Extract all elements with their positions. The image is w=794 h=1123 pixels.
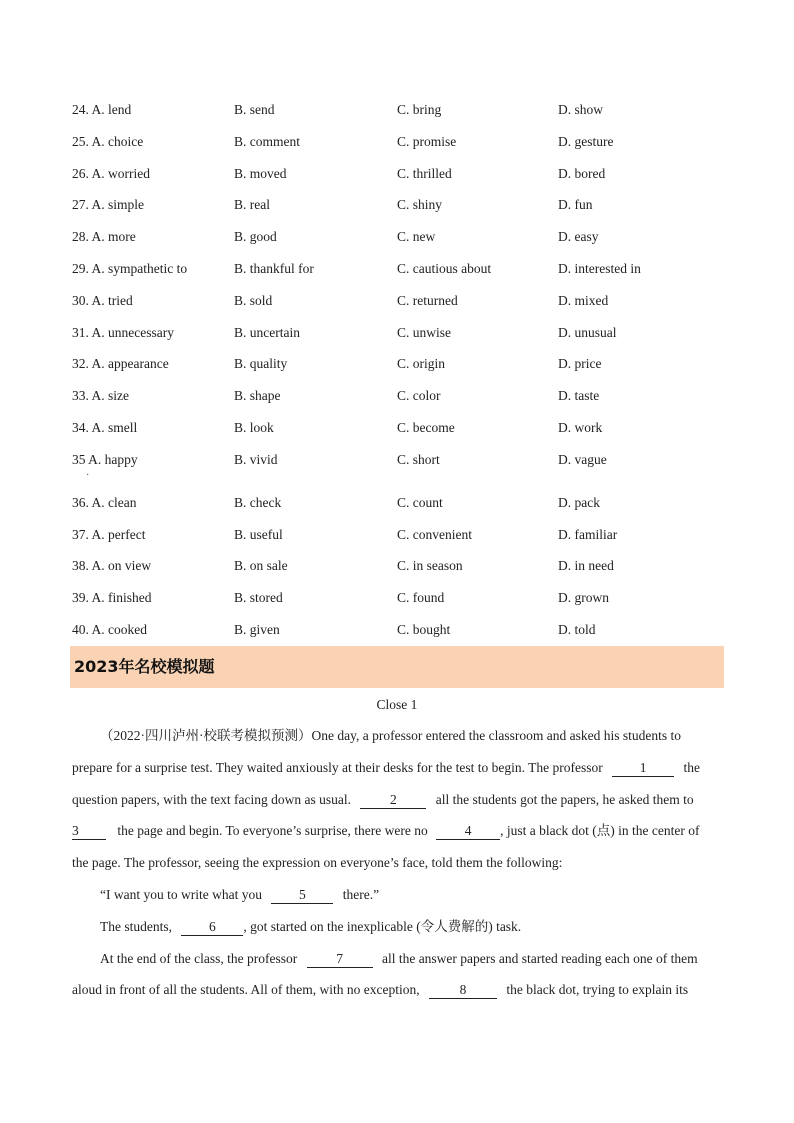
option-b: B. vivid — [234, 451, 278, 467]
passage-line — [72, 724, 722, 756]
option-b: B. shape — [234, 388, 281, 404]
option-row — [72, 556, 722, 588]
section-header-bar — [70, 646, 724, 688]
option-b: B. sold — [234, 292, 273, 308]
option-c: C. returned — [397, 292, 458, 308]
option-a: 28. A. more — [72, 229, 136, 245]
option-a: 29. A. sympathetic to — [72, 260, 188, 276]
option-b: B. good — [234, 229, 277, 245]
option-row — [72, 354, 722, 386]
option-c: C. in season — [397, 558, 463, 574]
option-c: C. cautious about — [397, 260, 492, 276]
option-a: 25. A. choice — [72, 133, 144, 149]
blank-8[interactable]: 8 — [429, 982, 497, 999]
option-d: D. price — [558, 356, 602, 372]
option-c: C. become — [397, 419, 455, 435]
passage-line — [72, 947, 722, 979]
blank-4[interactable]: 4 — [436, 823, 500, 840]
option-a: 32. A. appearance — [72, 356, 169, 372]
blank-1[interactable]: 1 — [612, 760, 674, 777]
passage-line — [72, 756, 722, 788]
passage-text: question papers, with the text facing down as usual. — [72, 791, 351, 807]
option-b: B. quality — [234, 356, 288, 372]
option-d: D. fun — [558, 197, 593, 213]
option-d: D. vague — [558, 451, 607, 467]
option-b: B. comment — [234, 133, 300, 149]
option-row — [72, 164, 722, 196]
passage-text: the — [683, 759, 700, 775]
option-b: B. stored — [234, 590, 283, 606]
passage-text: there.” — [342, 886, 380, 902]
option-d: D. work — [558, 419, 603, 435]
passage-text: “I want you to write what you — [100, 886, 262, 902]
option-a: 30. A. tried — [72, 292, 133, 308]
option-row — [72, 418, 722, 450]
option-c: C. bought — [397, 621, 451, 637]
passage-line — [72, 915, 722, 947]
section-title: 2023年名校模拟题 — [74, 657, 215, 676]
passage-text: all the answer papers and started reading each one of them — [381, 950, 698, 966]
passage-text: all the students got the papers, he asked them to — [435, 791, 694, 807]
option-b: B. uncertain — [234, 324, 300, 340]
passage-text: At the end of the class, the professor — [100, 950, 298, 966]
blank-2[interactable]: 2 — [360, 792, 426, 809]
option-b: B. moved — [234, 165, 287, 181]
option-c: C. promise — [397, 133, 457, 149]
stray-mark: · — [86, 470, 90, 481]
option-d: D. familiar — [558, 526, 618, 542]
passage-text: The students, — [100, 918, 172, 934]
option-a: 34. A. smell — [72, 419, 138, 435]
passage-line — [72, 788, 722, 820]
option-d: D. pack — [558, 494, 600, 510]
option-a: 26. A. worried — [72, 165, 150, 181]
option-c: C. shiny — [397, 197, 443, 213]
option-a: 36. A. clean — [72, 494, 137, 510]
option-d: D. unusual — [558, 324, 617, 340]
cloze-passage — [72, 724, 722, 1010]
option-row — [72, 386, 722, 418]
option-row — [72, 227, 722, 259]
option-c: C. short — [397, 451, 440, 467]
option-c: C. count — [397, 494, 443, 510]
answer-options-table — [72, 100, 722, 652]
option-row — [72, 195, 722, 227]
option-a: 38. A. on view — [72, 558, 152, 574]
option-c: C. origin — [397, 356, 446, 372]
option-a: 35 A. happy — [72, 451, 138, 467]
option-row — [72, 450, 722, 493]
option-d: D. interested in — [558, 260, 641, 276]
blank-5[interactable]: 5 — [271, 887, 333, 904]
option-a: 37. A. perfect — [72, 526, 146, 542]
option-d: D. easy — [558, 229, 599, 245]
option-a: 39. A. finished — [72, 590, 152, 606]
blank-6[interactable]: 6 — [181, 919, 243, 936]
option-b: B. thankful for — [234, 260, 314, 276]
blank-3[interactable]: 3 — [72, 823, 106, 840]
passage-text: the black dot, trying to explain its — [506, 982, 689, 998]
option-d: D. bored — [558, 165, 606, 181]
passage-text: the page. The professor, seeing the expression on everyone’s face, told them the following: — [72, 855, 563, 871]
option-c: C. unwise — [397, 324, 451, 340]
option-row — [72, 588, 722, 620]
option-c: C. color — [397, 388, 441, 404]
option-a: 24. A. lend — [72, 102, 132, 117]
option-row — [72, 259, 722, 291]
passage-text: , just a black dot (点) in the center of — [500, 823, 700, 839]
option-d: D. grown — [558, 590, 609, 606]
passage-text: prepare for a surprise test. They waited anxiously at their desks for the test to begin. The professor — [72, 759, 603, 775]
blank-7[interactable]: 7 — [307, 951, 373, 968]
option-c: C. convenient — [397, 526, 472, 542]
passage-text: aloud in front of all the students. All of them, with no exception, — [72, 982, 420, 998]
option-d: D. told — [558, 621, 596, 637]
option-row — [72, 291, 722, 323]
option-b: B. send — [234, 102, 275, 117]
passage-line — [72, 819, 722, 851]
option-c: C. bring — [397, 102, 442, 117]
option-d: D. mixed — [558, 292, 609, 308]
option-b: B. look — [234, 419, 274, 435]
option-c: C. new — [397, 229, 436, 245]
option-a: 27. A. simple — [72, 197, 145, 213]
option-row — [72, 100, 722, 132]
option-row — [72, 323, 722, 355]
option-d: D. show — [558, 102, 604, 117]
option-row — [72, 525, 722, 557]
cloze-title: Close 1 — [376, 697, 418, 712]
option-a: 33. A. size — [72, 388, 129, 404]
option-a: 40. A. cooked — [72, 621, 147, 637]
option-d: D. in need — [558, 558, 614, 574]
option-d: D. gesture — [558, 133, 614, 149]
passage-line — [72, 883, 722, 915]
option-b: B. real — [234, 197, 270, 213]
option-c: C. thrilled — [397, 165, 452, 181]
option-b: B. useful — [234, 526, 283, 542]
option-a: 31. A. unnecessary — [72, 324, 174, 340]
option-row — [72, 132, 722, 164]
passage-text: （2022·四川泸州·校联考模拟预测）One day, a professor entered the classroom and asked his students to — [100, 728, 682, 743]
option-b: B. on sale — [234, 558, 288, 574]
passage-text: , got started on the inexplicable (令人费解的) task. — [243, 918, 522, 934]
passage-line — [72, 851, 722, 883]
option-c: C. found — [397, 590, 445, 606]
passage-line — [72, 978, 722, 1010]
option-d: D. taste — [558, 388, 600, 404]
option-b: B. check — [234, 494, 282, 510]
option-row — [72, 493, 722, 525]
passage-text: the page and begin. To everyone’s surprise, there were no — [117, 823, 428, 839]
option-b: B. given — [234, 621, 280, 637]
